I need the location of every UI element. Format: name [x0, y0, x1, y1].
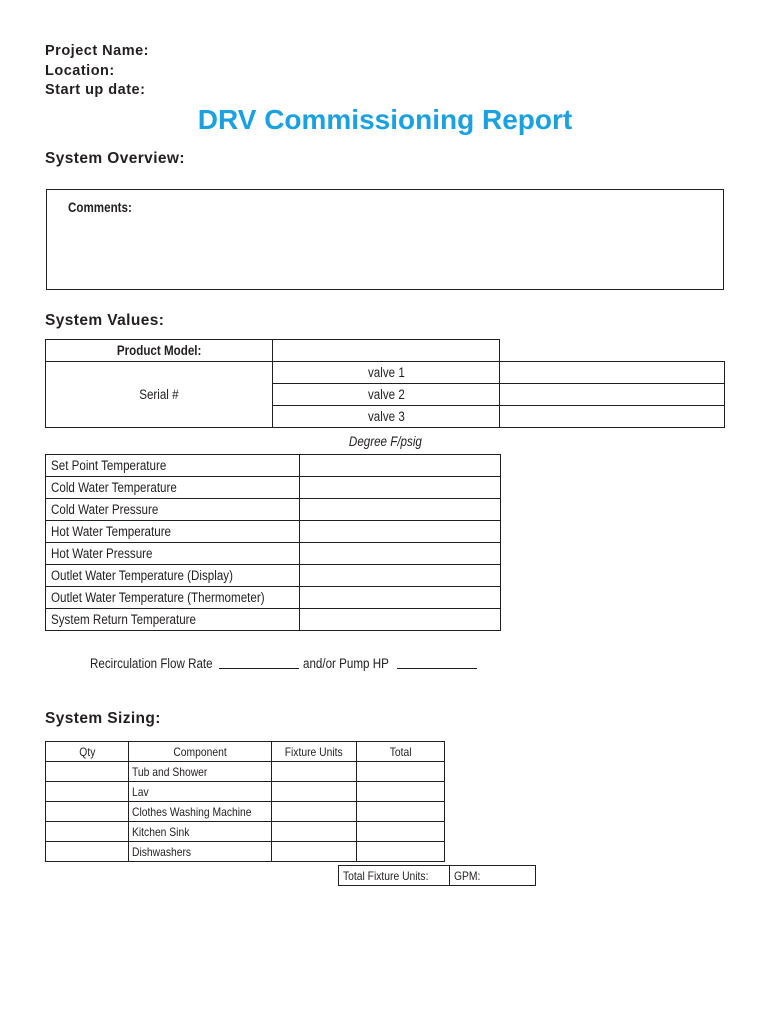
table-row: [46, 762, 445, 782]
measurement-value-field[interactable]: [300, 499, 501, 521]
measurement-value-field[interactable]: [300, 565, 501, 587]
measurement-label-cell: [46, 565, 300, 587]
measurement-value-field[interactable]: [300, 609, 501, 631]
comments-box[interactable]: [46, 189, 724, 290]
measurement-value-field[interactable]: [300, 455, 501, 477]
measurement-label-cell: [46, 499, 300, 521]
measurement-label: Cold Water Temperature: [51, 479, 177, 495]
qty-field[interactable]: [46, 782, 129, 802]
system-values-heading: System Values:: [45, 312, 165, 329]
qty-header: Qty: [78, 744, 96, 759]
sizing-table: [45, 741, 445, 862]
system-overview-heading: System Overview:: [45, 150, 185, 167]
measurement-value-field[interactable]: [300, 543, 501, 565]
fixture-units-field[interactable]: [271, 782, 356, 802]
total-field[interactable]: [356, 822, 444, 842]
column-header: [129, 742, 272, 762]
total-fixture-units-cell[interactable]: [339, 866, 450, 886]
component-label: Lav: [132, 784, 149, 799]
recirculation-row: [90, 655, 233, 673]
valve-label-cell: [273, 406, 500, 428]
measurement-label-cell: [46, 609, 300, 631]
fixture-units-field[interactable]: [271, 842, 356, 862]
measurement-label: Cold Water Pressure: [51, 501, 159, 517]
component-label: Dishwashers: [132, 844, 192, 859]
component-cell: [129, 802, 272, 822]
measurements-table: [45, 454, 501, 631]
measurement-value-field[interactable]: [300, 587, 501, 609]
valve-3-label: valve 3: [367, 408, 405, 424]
serial-label: Serial #: [139, 386, 179, 402]
valve-3-serial-field[interactable]: [500, 406, 725, 428]
project-name-label: Project Name:: [45, 43, 150, 59]
valve-label-cell: [273, 362, 500, 384]
valve-2-label: valve 2: [367, 386, 405, 402]
product-model-field[interactable]: [273, 340, 500, 362]
fixture-units-field[interactable]: [271, 802, 356, 822]
units-label: Degree F/psig: [348, 434, 422, 449]
measurement-label: Set Point Temperature: [51, 457, 167, 473]
total-field[interactable]: [356, 762, 444, 782]
qty-field[interactable]: [46, 822, 129, 842]
total-fixture-units-label: Total Fixture Units:: [343, 868, 429, 883]
measurement-label: Outlet Water Temperature (Thermometer): [51, 589, 265, 605]
measurement-label: Outlet Water Temperature (Display): [51, 567, 233, 583]
valve-label-cell: [273, 384, 500, 406]
measurement-label-cell: [46, 477, 300, 499]
total-field[interactable]: [356, 842, 444, 862]
start-up-date-label: Start up date:: [45, 82, 146, 98]
component-label: Kitchen Sink: [132, 824, 190, 839]
measurement-label-cell: [46, 521, 300, 543]
component-header: Component: [173, 744, 227, 759]
component-cell: [129, 822, 272, 842]
qty-field[interactable]: [46, 802, 129, 822]
system-sizing-heading: System Sizing:: [45, 710, 161, 727]
fixture-units-header: Fixture Units: [284, 744, 343, 759]
measurement-value-field[interactable]: [300, 521, 501, 543]
measurement-label: Hot Water Temperature: [51, 523, 172, 539]
pump-row: [303, 655, 403, 673]
table-row: [46, 782, 445, 802]
table-row: [46, 822, 445, 842]
measurement-value-field[interactable]: [300, 477, 501, 499]
product-model-label-cell: [46, 340, 273, 362]
location-label: Location:: [45, 63, 115, 79]
table-row: [46, 842, 445, 862]
report-title: DRV Commissioning Report: [197, 104, 573, 135]
serial-label-cell: [46, 362, 273, 428]
total-field[interactable]: [356, 802, 444, 822]
column-header: [271, 742, 356, 762]
valve-1-label: valve 1: [367, 364, 405, 380]
totals-table: [338, 865, 536, 886]
comments-label: Comments:: [68, 200, 132, 215]
measurement-label-cell: [46, 587, 300, 609]
fixture-units-field[interactable]: [271, 822, 356, 842]
table-row: [46, 802, 445, 822]
component-cell: [129, 762, 272, 782]
valve-2-serial-field[interactable]: [500, 384, 725, 406]
product-serial-table: [45, 339, 725, 428]
component-label: Tub and Shower: [132, 764, 208, 779]
product-model-label: Product Model:: [116, 342, 202, 358]
gpm-cell[interactable]: [450, 866, 536, 886]
units-label-wrap: [271, 433, 499, 451]
component-cell: [129, 782, 272, 802]
fixture-units-field[interactable]: [271, 762, 356, 782]
recirculation-flow-rate-label: Recirculation Flow Rate: [90, 656, 213, 671]
measurement-label: System Return Temperature: [51, 611, 196, 627]
qty-field[interactable]: [46, 762, 129, 782]
column-header: [356, 742, 444, 762]
total-field[interactable]: [356, 782, 444, 802]
component-cell: [129, 842, 272, 862]
recirculation-flow-rate-field[interactable]: [219, 656, 299, 669]
qty-field[interactable]: [46, 842, 129, 862]
measurement-label-cell: [46, 543, 300, 565]
column-header: [46, 742, 129, 762]
measurement-label-cell: [46, 455, 300, 477]
gpm-label: GPM:: [454, 868, 481, 883]
total-header: Total: [389, 744, 412, 759]
spacer-cell: [500, 340, 725, 362]
component-label: Clothes Washing Machine: [132, 804, 252, 819]
pump-hp-label: and/or Pump HP: [303, 656, 389, 671]
measurement-label: Hot Water Pressure: [51, 545, 153, 561]
valve-1-serial-field[interactable]: [500, 362, 725, 384]
pump-hp-field[interactable]: [397, 656, 477, 669]
